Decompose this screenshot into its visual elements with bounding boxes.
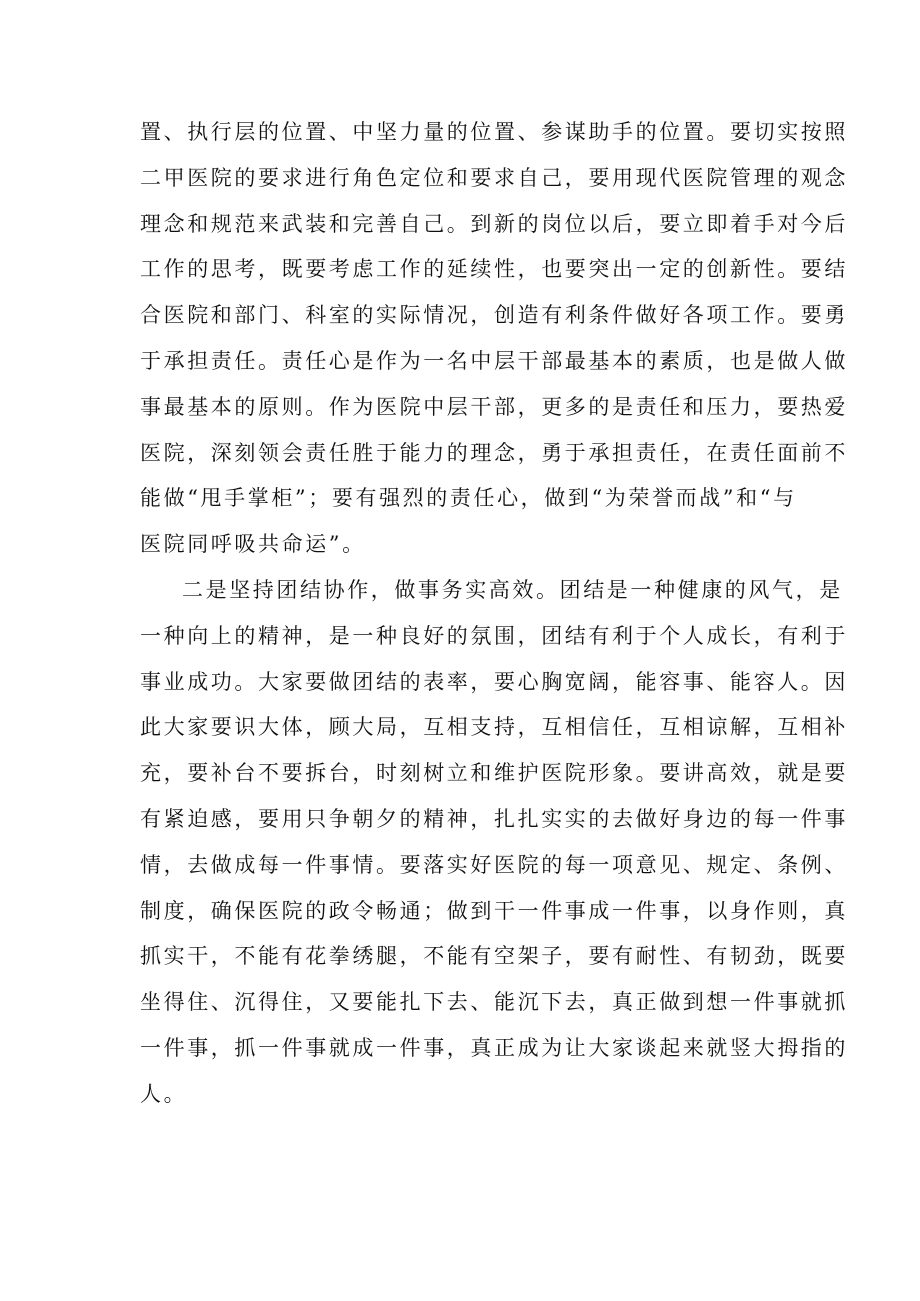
text-line: 抓实干，不能有花拳绣腿，不能有空架子，要有耐性、有韧劲，既要 xyxy=(140,944,848,969)
text-line: 坐得住、沉得住，又要能扎下去、能沉下去，真正做到想一件事就抓 xyxy=(140,990,848,1015)
text-line: 有紧迫感，要用只争朝夕的精神，扎扎实实的去做好身边的每一件事 xyxy=(140,806,848,831)
paragraph-two xyxy=(140,568,848,1118)
text-line: 人。 xyxy=(140,1081,188,1106)
text-line: 能做“甩手掌柜”；要有强烈的责任心，做到“为荣誉而战”和“与 xyxy=(140,486,797,511)
text-line: 一种向上的精神，是一种良好的氛围，团结有利于个人成长，有利于 xyxy=(140,623,848,648)
text-line: 理念和规范来武装和完善自己。到新的岗位以后，要立即着手对今后 xyxy=(140,211,848,236)
paragraph-continued xyxy=(140,110,848,568)
text-line: 二甲医院的要求进行角色定位和要求自己，要用现代医院管理的观念 xyxy=(140,165,848,190)
text-line: 医院，深刻领会责任胜于能力的理念，勇于承担责任，在责任面前不 xyxy=(140,440,848,465)
text-line: 合医院和部门、科室的实际情况，创造有利条件做好各项工作。要勇 xyxy=(140,303,848,328)
text-line: 情，去做成每一件事情。要落实好医院的每一项意见、规定、条例、 xyxy=(140,852,848,877)
text-line: 置、执行层的位置、中坚力量的位置、参谋助手的位置。要切实按照 xyxy=(140,120,848,144)
text-line: 充，要补台不要拆台，时刻树立和维护医院形象。要讲高效，就是要 xyxy=(140,761,848,786)
text-line: 医院同呼吸共命运”。 xyxy=(140,532,366,557)
document-body xyxy=(140,110,848,1118)
text-line: 事最基本的原则。作为医院中层干部，更多的是责任和压力，要热爱 xyxy=(140,394,848,419)
text-line: 于承担责任。责任心是作为一名中层干部最基本的素质，也是做人做 xyxy=(140,348,848,373)
text-line: 此大家要识大体，顾大局，互相支持，互相信任，互相谅解，互相补 xyxy=(140,715,848,740)
text-line-first: 二是坚持团结协作，做事务实高效。团结是一种健康的风气，是 xyxy=(182,577,843,602)
text-line: 事业成功。大家要做团结的表率，要心胸宽阔，能容事、能容人。因 xyxy=(140,669,848,694)
text-line: 制度，确保医院的政令畅通；做到干一件事成一件事，以身作则，真 xyxy=(140,898,848,923)
text-line: 工作的思考，既要考虑工作的延续性，也要突出一定的创新性。要结 xyxy=(140,257,848,282)
text-line: 一件事，抓一件事就成一件事，真正成为让大家谈起来就竖大拇指的 xyxy=(140,1035,848,1060)
